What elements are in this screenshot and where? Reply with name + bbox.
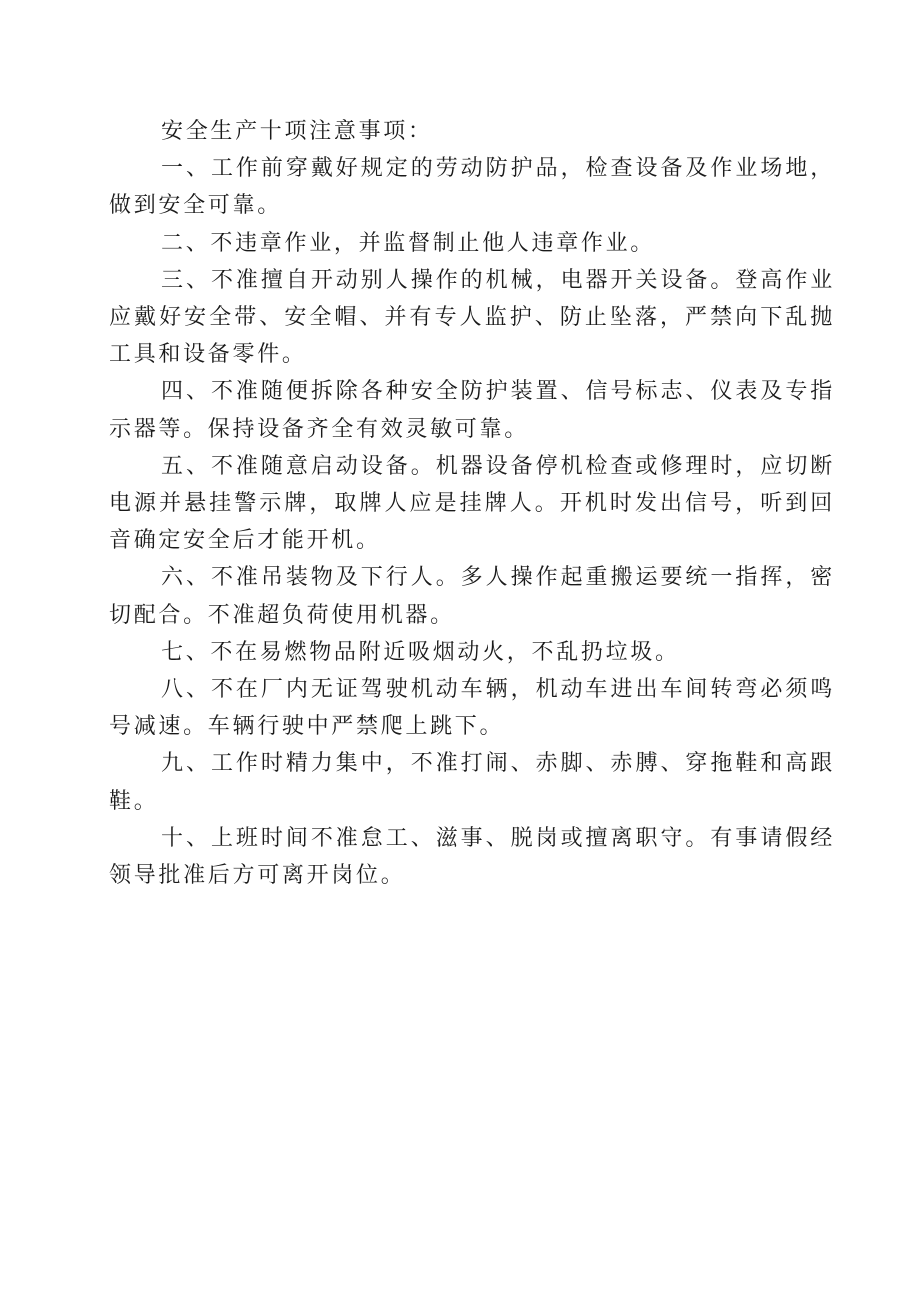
rule-item-7: 七、不在易燃物品附近吸烟动火，不乱扔垃圾。 [161,639,680,665]
rule-item-4: 四、不准随便拆除各种安全防护装置、信号标志、仪表及专指示器等。保持设备齐全有效灵敏可靠。 [109,379,835,442]
rule-item-10: 十、上班时间不准怠工、滋事、脱岗或擅离职守。有事请假经领导批准后方可离开岗位。 [109,825,835,889]
document-body [109,113,835,894]
rule-item-1: 一、工作前穿戴好规定的劳动防护品，检查设备及作业场地，做到安全可靠。 [109,156,835,219]
rule-item-9: 九、工作时精力集中，不准打闹、赤脚、赤膊、穿拖鞋和高跟鞋。 [109,751,835,814]
rule-item-5: 五、不准随意启动设备。机器设备停机检查或修理时，应切断电源并悬挂警示牌，取牌人应是挂牌人。开机时发出信号，听到回音确定安全后才能开机。 [109,453,835,554]
document-heading: 安全生产十项注意事项： [161,119,433,144]
rule-item-2: 二、不违章作业，并监督制止他人违章作业。 [161,230,656,256]
rule-item-3: 三、不准擅自开动别人操作的机械，电器开关设备。登高作业应戴好安全带、安全帽、并有专人监护、防止坠落，严禁向下乱抛工具和设备零件。 [109,267,835,368]
rule-item-6: 六、不准吊装物及下行人。多人操作起重搬运要统一指挥，密切配合。不准超负荷使用机器。 [109,565,835,628]
rule-item-8: 八、不在厂内无证驾驶机动车辆，机动车进出车间转弯必须鸣号减速。车辆行驶中严禁爬上跳下。 [109,677,835,740]
